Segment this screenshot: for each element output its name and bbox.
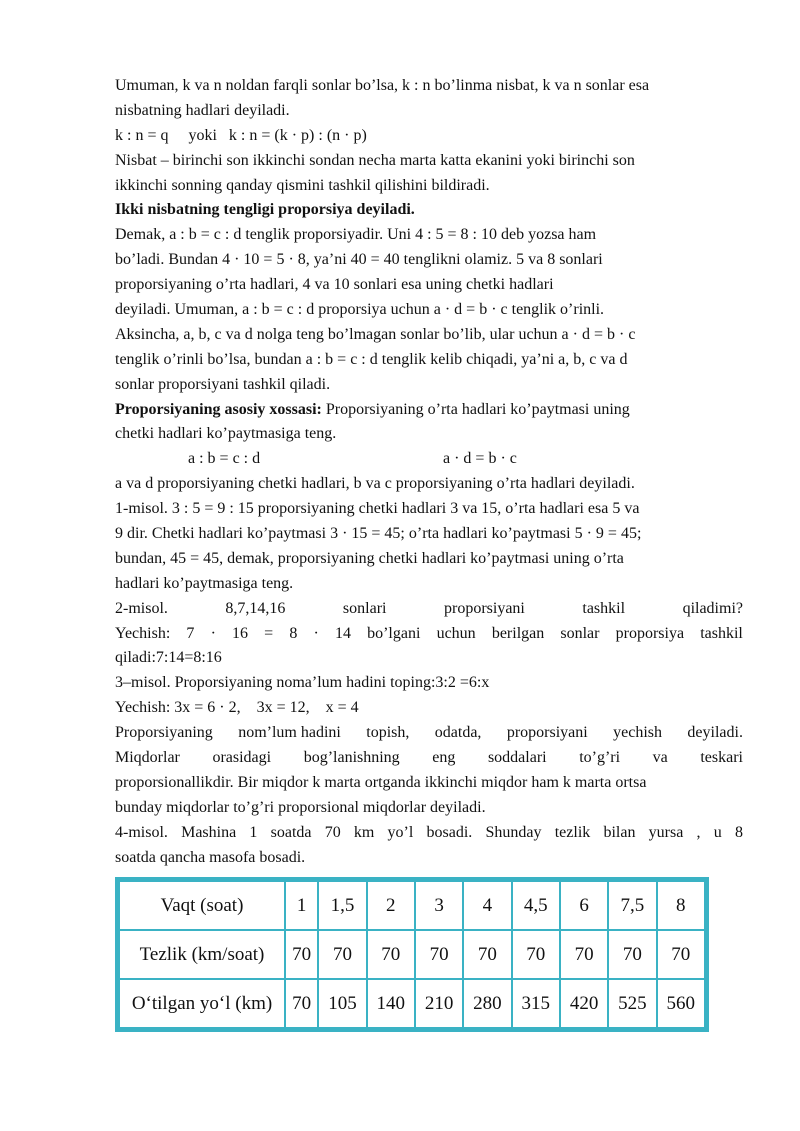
table-cell: 525 xyxy=(608,979,656,1028)
word: teskari xyxy=(700,749,743,767)
word: 4-misol. xyxy=(115,823,168,841)
solution-3: Yechish: 3x = 6 · 2, 3x = 12, x = 4 xyxy=(115,699,359,717)
text-line: sonlar proporsiyani tashkil qiladi. xyxy=(115,375,331,393)
text-line: chetki hadlari ko’paytmasiga teng. xyxy=(115,425,337,443)
example-3: 3–misol. Proporsiyaning noma’lum hadini toping:3:2 =6:x xyxy=(115,674,490,692)
text-line: soatda qancha masofa bosadi. xyxy=(115,848,306,866)
table-cell: 315 xyxy=(512,979,560,1028)
word: 8 xyxy=(289,624,298,642)
word: bosadi. xyxy=(426,823,473,841)
word: = xyxy=(264,624,274,642)
word: Mashina xyxy=(181,823,237,841)
word: km xyxy=(353,823,375,841)
word: eng xyxy=(432,749,456,767)
table-cell: 70 xyxy=(608,930,656,979)
definition-heading: Ikki nisbatning tengligi proporsiya deyiladi. xyxy=(115,201,415,219)
text-line: proporsionallikdir. Bir miqdor k marta ortganda ikkinchi miqdor ham k marta ortsa xyxy=(115,773,647,791)
property-title: Proporsiyaning asosiy xossasi: xyxy=(115,400,322,418)
table-cell: 70 xyxy=(285,979,318,1028)
word: bo’lgani xyxy=(367,624,421,642)
table-cell: 105 xyxy=(318,979,366,1028)
word: · xyxy=(210,624,216,642)
word: 2-misol. xyxy=(115,599,168,617)
word: 8 xyxy=(734,823,743,841)
formula-line: k : n = q yoki k : n = (k · p) : (n · p) xyxy=(115,126,367,144)
word: va xyxy=(652,749,668,767)
table-cell: 70 xyxy=(285,930,318,979)
word: odatda, xyxy=(434,724,482,742)
table-row xyxy=(119,979,705,1028)
word: tezlik xyxy=(554,823,591,841)
formula-row xyxy=(115,447,743,472)
table-cell: 140 xyxy=(367,979,415,1028)
word: bilan xyxy=(603,823,636,841)
table-cell: 70 xyxy=(367,930,415,979)
text-line: bundan, 45 = 45, demak, proporsiyaning chetki hadlari ko’paytmasi uning o’rta xyxy=(115,549,624,567)
table-cell: 6 xyxy=(560,881,608,930)
word: qiladimi? xyxy=(682,599,743,617)
example-2 xyxy=(115,597,743,622)
table-cell: 70 xyxy=(463,930,511,979)
word: tashkil xyxy=(700,624,743,642)
table-cell: 3 xyxy=(415,881,463,930)
word: soddalari xyxy=(487,749,547,767)
word: · xyxy=(313,624,319,642)
text-line: bunday miqdorlar to’g’ri proporsional miqdorlar deyiladi. xyxy=(115,798,486,816)
example-4 xyxy=(115,821,743,846)
formula-proportion: a : b = c : d xyxy=(188,450,261,468)
row-header: O‘tilgan yo‘l (km) xyxy=(119,979,285,1028)
text-line: bo’ladi. Bundan 4 · 10 = 5 · 8, ya’ni 40 = 40 tenglikni olamiz. 5 va 8 sonlari xyxy=(115,251,603,269)
word: soatda xyxy=(270,823,312,841)
text-line: Aksincha, a, b, c va d nolga teng bo’lmagan sonlar bo’lib, ular uchun a · d = b · c xyxy=(115,325,636,343)
word: yo’l xyxy=(387,823,414,841)
word: proporsiya xyxy=(615,624,685,642)
word: , xyxy=(696,823,701,841)
table-cell: 420 xyxy=(560,979,608,1028)
word: Proporsiyaning xyxy=(115,724,213,742)
text-line: deyiladi. Umuman, a : b = c : d proporsiya uchun a · d = b · c tenglik o’rinli. xyxy=(115,301,605,319)
document-body xyxy=(115,74,743,871)
word: 8,7,14,16 xyxy=(225,599,286,617)
row-header: Vaqt (soat) xyxy=(119,881,285,930)
word: Yechish: xyxy=(115,624,171,642)
text-line: a va d proporsiyaning chetki hadlari, b va c proporsiyaning o’rta hadlari deyiladi. xyxy=(115,475,635,493)
solution-2 xyxy=(115,622,743,647)
word: 14 xyxy=(334,624,351,642)
table-cell: 4,5 xyxy=(512,881,560,930)
word: 1 xyxy=(249,823,258,841)
word: tashkil xyxy=(582,599,626,617)
table-cell: 70 xyxy=(657,930,705,979)
table-cell: 8 xyxy=(657,881,705,930)
row-header: Tezlik (km/soat) xyxy=(119,930,285,979)
table-cell: 70 xyxy=(318,930,366,979)
text-line: qiladi:7:14=8:16 xyxy=(115,649,222,667)
word: deyiladi. xyxy=(687,724,743,742)
word: sonlari xyxy=(342,599,387,617)
word: topish, xyxy=(366,724,410,742)
table-row xyxy=(119,881,705,930)
word: proporsiyani xyxy=(506,724,588,742)
data-table xyxy=(118,880,706,1029)
text-line: hadlari ko’paytmasiga teng. xyxy=(115,574,294,592)
word: orasidagi xyxy=(212,749,272,767)
table-cell: 210 xyxy=(415,979,463,1028)
word: sonlar xyxy=(560,624,600,642)
word: yechish xyxy=(613,724,662,742)
property-line xyxy=(115,398,743,423)
word: nom’lum hadini xyxy=(238,724,341,742)
text-line-justified xyxy=(115,721,743,746)
word: proporsiyani xyxy=(443,599,525,617)
text-line: nisbatning hadlari deyiladi. xyxy=(115,101,290,119)
word: bog’lanishning xyxy=(303,749,400,767)
word: 7 xyxy=(186,624,195,642)
word: 16 xyxy=(232,624,249,642)
table-cell: 1,5 xyxy=(318,881,366,930)
word: yursa xyxy=(648,823,684,841)
text-line: 9 dir. Chetki hadlari ko’paytmasi 3 · 15 = 45; o’rta hadlari ko’paytmasi 5 · 9 = 45; xyxy=(115,525,642,543)
text-line: ikkinchi sonning qanday qismini tashkil qilishini bildiradi. xyxy=(115,176,490,194)
word: Miqdorlar xyxy=(115,749,180,767)
table-cell: 70 xyxy=(415,930,463,979)
text-line: Nisbat – birinchi son ikkinchi sondan necha marta katta ekanini yoki birinchi son xyxy=(115,151,635,169)
text-line: Umuman, k va n noldan farqli sonlar bo’lsa, k : n bo’linma nisbat, k va n sonlar esa xyxy=(115,77,650,94)
example-1: 1-misol. 3 : 5 = 9 : 15 proporsiyaning chetki hadlari 3 va 15, o’rta hadlari esa 5 va xyxy=(115,500,640,518)
text-line-justified xyxy=(115,746,743,771)
table-cell: 1 xyxy=(285,881,318,930)
word: berilgan xyxy=(491,624,545,642)
text-line: tenglik o’rinli bo’lsa, bundan a : b = c : d tenglik kelib chiqadi, ya’ni a, b, c va d xyxy=(115,350,628,368)
word: u xyxy=(713,823,722,841)
table-cell: 560 xyxy=(657,979,705,1028)
table-cell: 7,5 xyxy=(608,881,656,930)
word: uchun xyxy=(436,624,476,642)
data-table-frame xyxy=(115,877,709,1032)
table-cell: 280 xyxy=(463,979,511,1028)
table-cell: 70 xyxy=(512,930,560,979)
word: 70 xyxy=(324,823,341,841)
table-cell: 70 xyxy=(560,930,608,979)
property-text: Proporsiyaning o’rta hadlari ko’paytmasi uning xyxy=(321,400,630,418)
table-cell: 4 xyxy=(463,881,511,930)
word: to’g’ri xyxy=(579,749,621,767)
table-row xyxy=(119,930,705,979)
word: Shunday xyxy=(485,823,542,841)
formula-product: a · d = b · c xyxy=(443,450,517,468)
text-line: proporsiyaning o’rta hadlari, 4 va 10 sonlari esa uning chetki hadlari xyxy=(115,276,554,294)
table-cell: 2 xyxy=(367,881,415,930)
text-line: Demak, a : b = c : d tenglik proporsiyadir. Uni 4 : 5 = 8 : 10 deb yozsa ham xyxy=(115,226,597,244)
